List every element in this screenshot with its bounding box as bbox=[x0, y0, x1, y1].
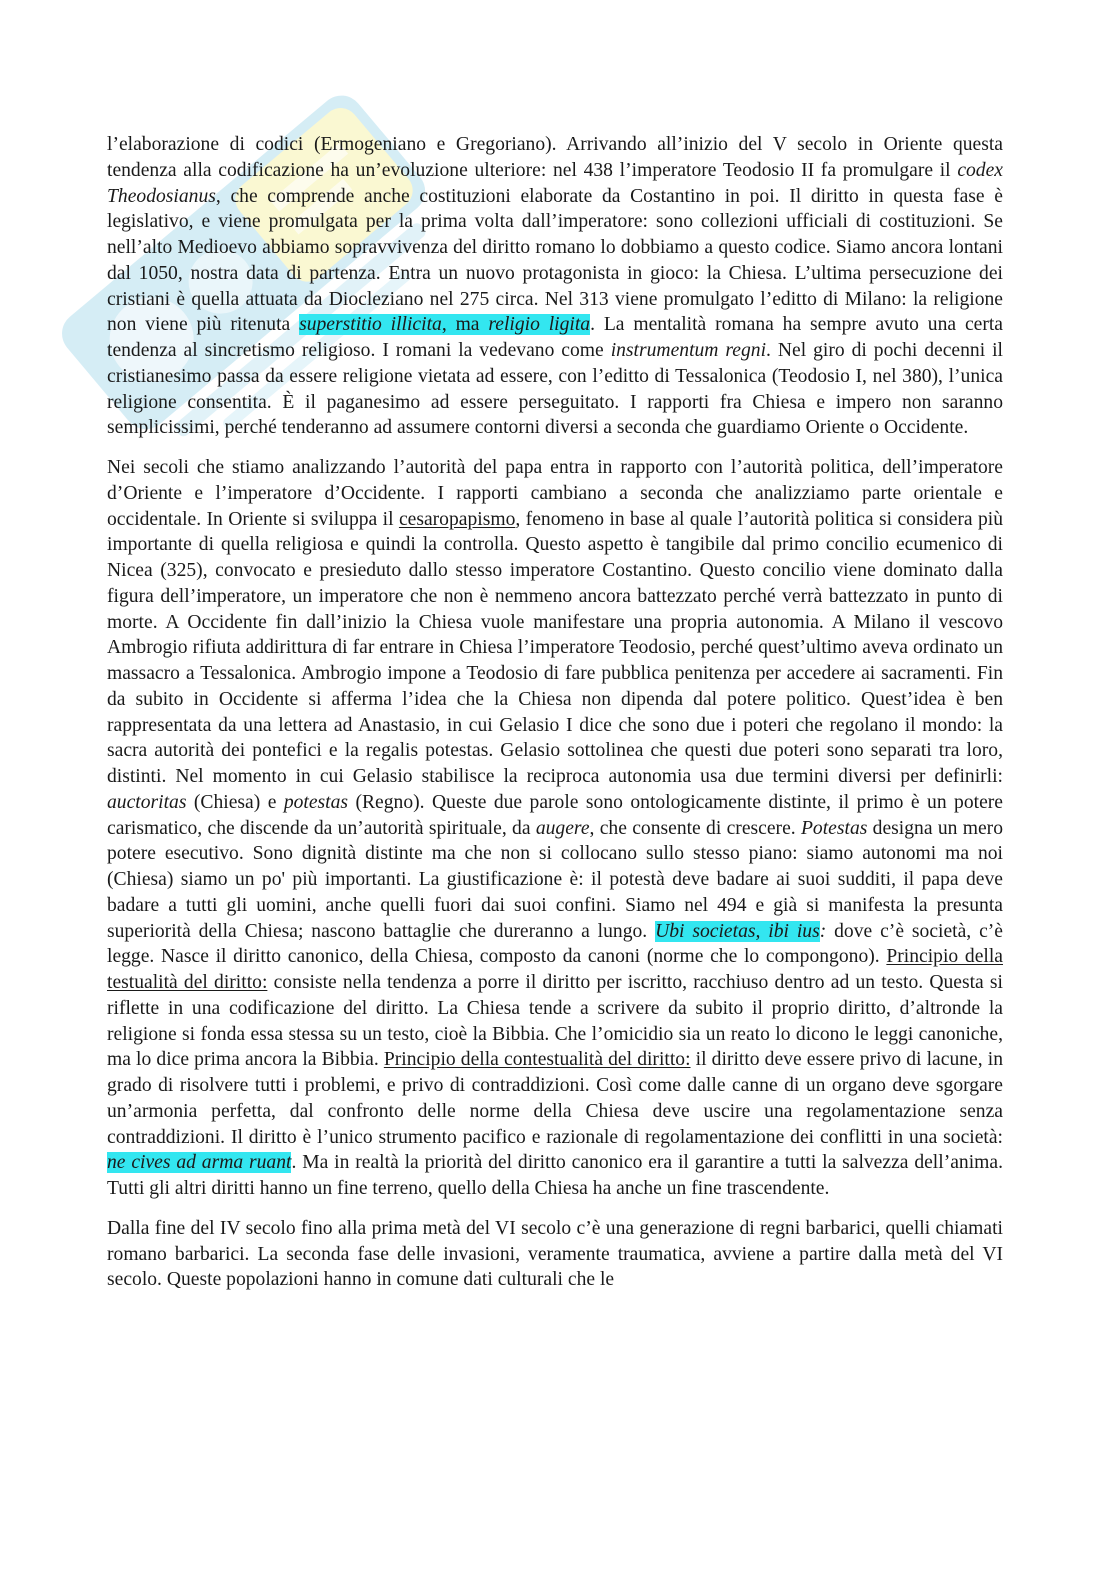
text-segment: codex Theodosianus bbox=[107, 159, 1003, 207]
text-segment: Potestas bbox=[800, 817, 868, 839]
text-segment: , fenomeno in base al quale l’autorità politica si considera più importante di quella religiosa e quindi la controlla. Questo aspetto è tangibile dal primo concilio ecumenico di Nicea (325), convocato e presieduto dallo stesso imperatore Costantino. Questo concilio viene dominato dalla figura dell’imperatore, un imperatore che non è nemmeno ancora battezzato perché verrà battezzato in punto di morte. A Occidente fin dall’inizio la Chiesa vuole manifestare una propria autonomia. A Milano il vescovo Ambrogio rifiuta addirittura di far entrare in Chiesa l’imperatore Teodosio, perché quest’ultimo aveva ordinato un massacro a Tessalonica. Ambrogio impone a Teodosio di fare pubblica penitenza per accedere ai sacramenti. Fin da subito in Occidente si afferma l’idea che la Chiesa non dipenda dal potere politico. Quest’idea è ben rappresentata da una lettera ad Anastasio, in cui Gelasio I dice che sono due i poteri che regolano il mondo: la sacra autorità dei pontefici e la regalis potestas. Gelasio sottolinea che questi due poteri sono separati tra loro, distinti. Nel momento in cui Gelasio stabilisce la reciproca autonomia usa due termini diversi per definirli: bbox=[107, 508, 1003, 787]
text-segment: Nei secoli che stiamo analizzando l’autorità del papa entra in rapporto con l’autorità politica, dell’imperatore d’Oriente e l’imperatore d’Occidente. I rapporti cambiano a seconda che analizziamo parte orientale e occidentale. In Oriente si sviluppa il bbox=[107, 457, 1003, 530]
text-segment: Ubi societas, ibi ius bbox=[655, 920, 820, 942]
text-segment: . Ma in realtà la priorità del diritto canonico era il garantire a tutti la salvezza dell’anima. Tutti gli altri diritti hanno un fine terreno, quello della Chiesa ha anche un fine trascendente. bbox=[107, 1152, 1003, 1199]
text-segment: auctoritas bbox=[107, 791, 187, 813]
text-segment: , ma bbox=[441, 314, 489, 336]
text-segment: il diritto deve essere privo di lacune, in grado di risolvere tutti i problemi, e privo di contraddizioni. Così come dalle canne di un organo deve sgorgare un’armonia perfetta, dal confronto delle norme della Chiesa deve uscire una regolamentazione senza contraddizioni. Il diritto è l’unico strumento pacifico e razionale di regolamentazione dei conflitti in una società: bbox=[107, 1049, 1003, 1148]
text-segment: , che consente di crescere. bbox=[589, 817, 801, 839]
paragraph-1 bbox=[107, 132, 1003, 441]
text-segment: l’elaborazione di codici (Ermogeniano e Gregoriano). Arrivando all’inizio del V secolo in Oriente questa tendenza alla codificazione ha un’evoluzione ulteriore: nel 438 l’imperatore Teodosio II fa promulgare il bbox=[107, 134, 1003, 181]
text-segment: potestas bbox=[283, 791, 349, 813]
paragraph-3 bbox=[107, 1216, 1003, 1293]
text-segment: . Nel giro di pochi decenni il cristianesimo passa da essere religione vietata ad essere, con l’editto di Tessalonica (Teodosio I, nel 380), l’unica religione consentita. È il paganesimo ad essere perseguitato. I rapporti fra Chiesa e impero non saranno semplicissimi, perché tenderanno ad assumere contorni diversi a seconda che guardiamo Oriente o Occidente. bbox=[107, 340, 1003, 439]
text-segment: (Chiesa) e bbox=[186, 791, 284, 813]
text-segment: : bbox=[819, 920, 827, 942]
text-segment: ne cives ad arma ruant bbox=[107, 1152, 292, 1174]
paragraph-2 bbox=[107, 455, 1003, 1202]
text-segment: (Regno). Queste due parole sono ontologicamente distinte, il primo è un potere carismatico, che discende da un’autorità spirituale, da bbox=[107, 791, 1003, 839]
text-segment: Principio della contestualità del diritto: bbox=[383, 1049, 691, 1071]
text-segment: designa un mero potere esecutivo. Sono dignità distinte ma che non si collocano sullo stesso piano: siamo autonomi ma noi (Chiesa) siamo un po' più importanti. La giustificazione è: il potestà deve badare ai suoi sudditi, il papa deve badare a tutti gli uomini, anche quelli fuori dai suoi confini. Siamo nel 494 e già si manifesta la presunta superiorità della Chiesa; nascono battaglie che dureranno a lungo. bbox=[107, 817, 1003, 942]
text-segment: Dalla fine del IV secolo fino alla prima metà del VI secolo c’è una generazione di regni barbarici, quelli chiamati romano barbarici. La seconda fase delle invasioni, veramente traumatica, avviene a partire dalla metà del VI secolo. Queste popolazioni hanno in comune dati culturali che le bbox=[107, 1217, 1003, 1291]
text-segment: augere bbox=[535, 817, 590, 839]
text-segment: Principio della testualità del diritto: bbox=[107, 946, 1003, 993]
text-segment: . La mentalità romana ha sempre avuto una certa tendenza al sincretismo religioso. I romani la vedevano come bbox=[107, 314, 1004, 361]
text-segment: dove c’è società, c’è legge. Nasce il diritto canonico, della Chiesa, composto da canoni (norme che lo compongono). bbox=[107, 920, 1003, 968]
text-segment: cesaropapismo bbox=[398, 508, 516, 530]
text-segment: , che comprende anche costituzioni elaborate da Costantino in poi. Il diritto in questa fase è legislativo, e viene promulgata per la prima volta dall’imperatore: sono collezioni ufficiali di costituzioni. Se nell’alto Medioevo abbiamo sopravvivenza del diritto romano lo dobbiamo a questo codice. Siamo ancora lontani dal 1050, nostra data di partenza. Entra un nuovo protagonista in gioco: la Chiesa. L’ultima persecuzione dei cristiani è quella attuata da Diocleziano nel 275 circa. Nel 313 viene promulgato l’editto di Milano: la religione non viene più ritenuta bbox=[107, 185, 1003, 336]
text-segment: consiste nella tendenza a porre il diritto per iscritto, racchiuso dentro ad un testo. Questa si riflette in una codificazione del diritto. La Chiesa tende a scrivere da subito il proprio diritto, d’altronde la religione si fonda essa stessa su un testo, cioè la Bibbia. Che l’omicidio sia un reato lo dicono le leggi canoniche, ma lo dice prima ancora la Bibbia. bbox=[107, 972, 1003, 1071]
text-segment: instrumentum regni bbox=[610, 340, 767, 361]
text-segment: superstitio illicita bbox=[299, 314, 442, 336]
text-segment: religio ligita bbox=[488, 314, 591, 336]
document-body bbox=[107, 132, 1003, 1307]
